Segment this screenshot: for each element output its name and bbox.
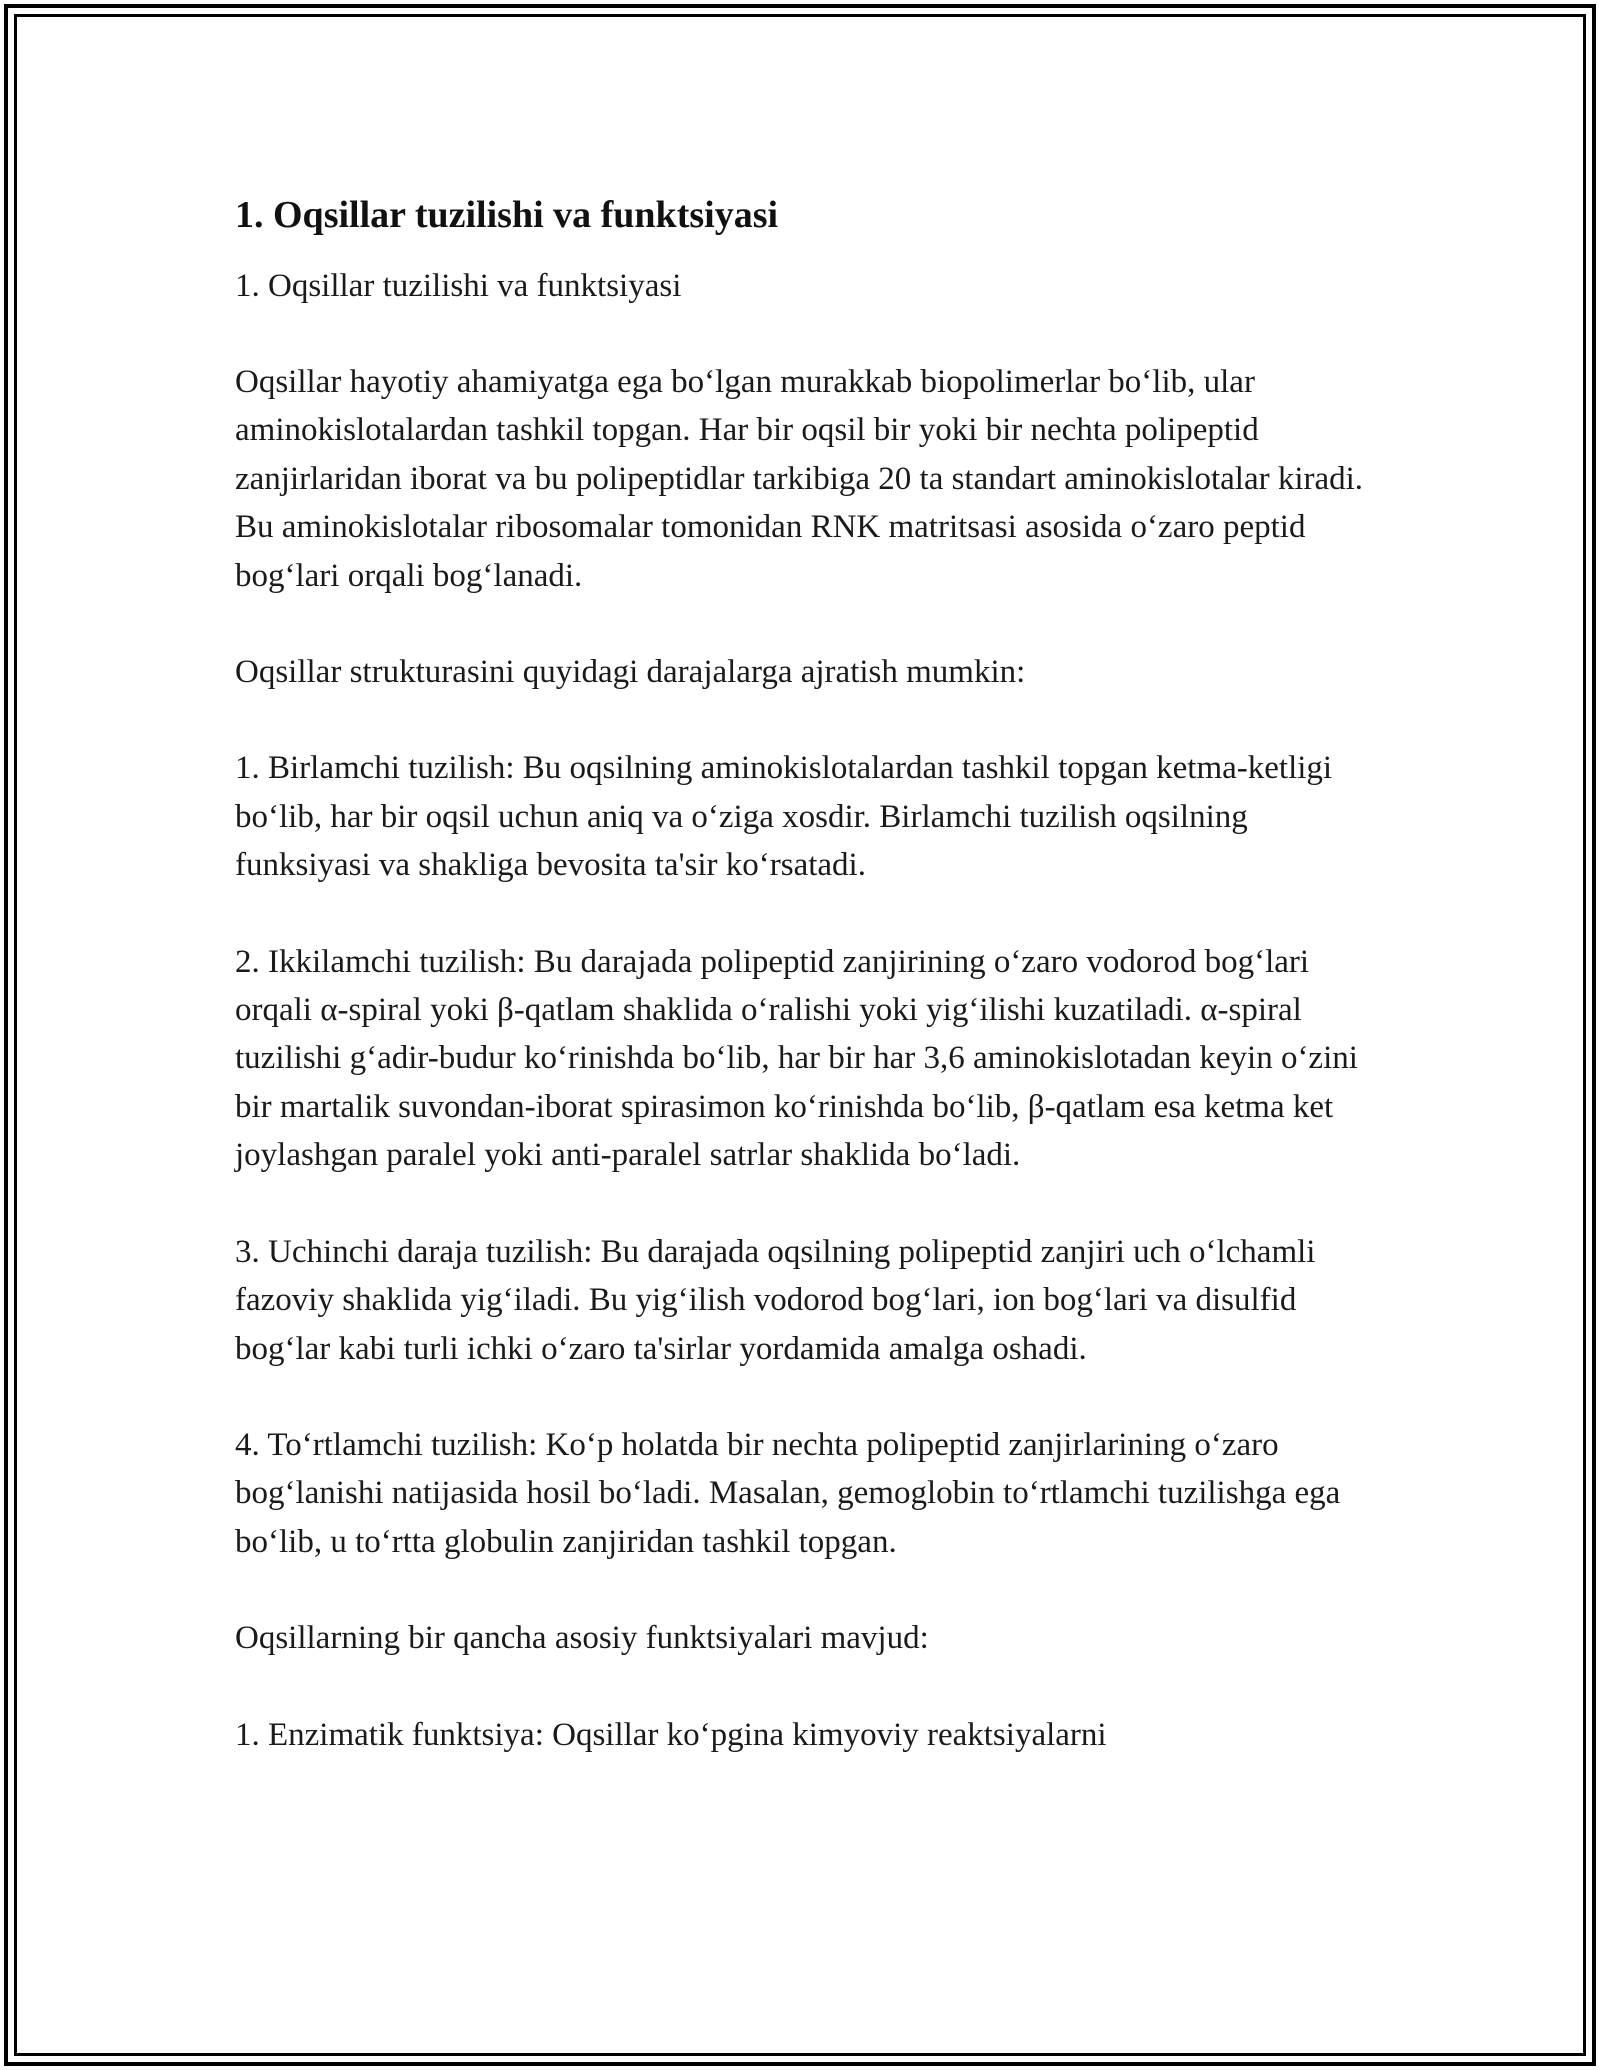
document-heading: 1. Oqsillar tuzilishi va funktsiyasi: [235, 194, 779, 236]
paragraph-tertiary-structure: 3. Uchinchi daraja tuzilish: Bu darajada oqsilning polipeptid zanjiri uch o‘lchamli fazoviy shaklida yig‘iladi. Bu yig‘ilish vodorod bog‘lari, ion bog‘lari va disulfid bog‘lar kabi turli ichki o‘zaro ta'sirlar yordamida amalga oshadi.: [235, 1233, 1316, 1367]
document-subheading: 1. Oqsillar tuzilishi va funktsiyasi: [235, 268, 682, 304]
paragraph-primary-structure: 1. Birlamchi tuzilish: Bu oqsilning aminokislotalardan tashkil topgan ketma-ketligi bo‘lib, har bir oqsil uchun aniq va o‘ziga xosdir. Birlamchi tuzilish oqsilning funksiyasi va shakliga bevosita ta'sir ko‘rsatadi.: [235, 750, 1333, 884]
paragraph-enzymatic-function: 1. Enzimatik funktsiya: Oqsillar ko‘pgina kimyoviy reaktsiyalarni: [235, 1716, 1107, 1753]
document-body: [235, 186, 1375, 1759]
paragraph-quaternary-structure: 4. To‘rtlamchi tuzilish: Ko‘p holatda bir nechta polipeptid zanjirlarining o‘zaro bog‘lanishi natijasida hosil bo‘ladi. Masalan, gemoglobin to‘rtlamchi tuzilishga ega bo‘lib, u to‘rtta globulin zanjiridan tashkil topgan.: [235, 1426, 1341, 1560]
paragraph-intro: Oqsillar hayotiy ahamiyatga ega bo‘lgan murakkab biopolimerlar bo‘lib, ular aminokislotalardan tashkil topgan. Har bir oqsil bir yoki bir nechta polipeptid zanjirlaridan iborat va bu polipeptidlar tarkibiga 20 ta standart aminokislotalar kiradi. Bu aminokislotalar ribosomalar tomonidan RNK matritsasi asosida o‘zaro peptid bog‘lari orqali bog‘lanadi.: [235, 364, 1364, 594]
paragraph-structure-levels: Oqsillar strukturasini quyidagi darajalarga ajratish mumkin:: [235, 654, 1026, 691]
paragraph-secondary-structure: 2. Ikkilamchi tuzilish: Bu darajada polipeptid zanjirining o‘zaro vodorod bog‘lari orqali α-spiral yoki β-qatlam shaklida o‘ralishi yoki yig‘ilishi kuzatiladi. α-spiral tuzilishi g‘adir-budur ko‘rinishda bo‘lib, har bir har 3,6 aminokislotadan keyin o‘zini bir martalik suvondan-iborat spirasimon ko‘rinishda bo‘lib, β-qatlam esa ketma ket joylashgan paralel yoki anti-paralel satrlar shaklida bo‘ladi.: [235, 943, 1358, 1174]
paragraph-functions-intro: Oqsillarning bir qancha asosiy funktsiyalari mavjud:: [235, 1620, 929, 1657]
